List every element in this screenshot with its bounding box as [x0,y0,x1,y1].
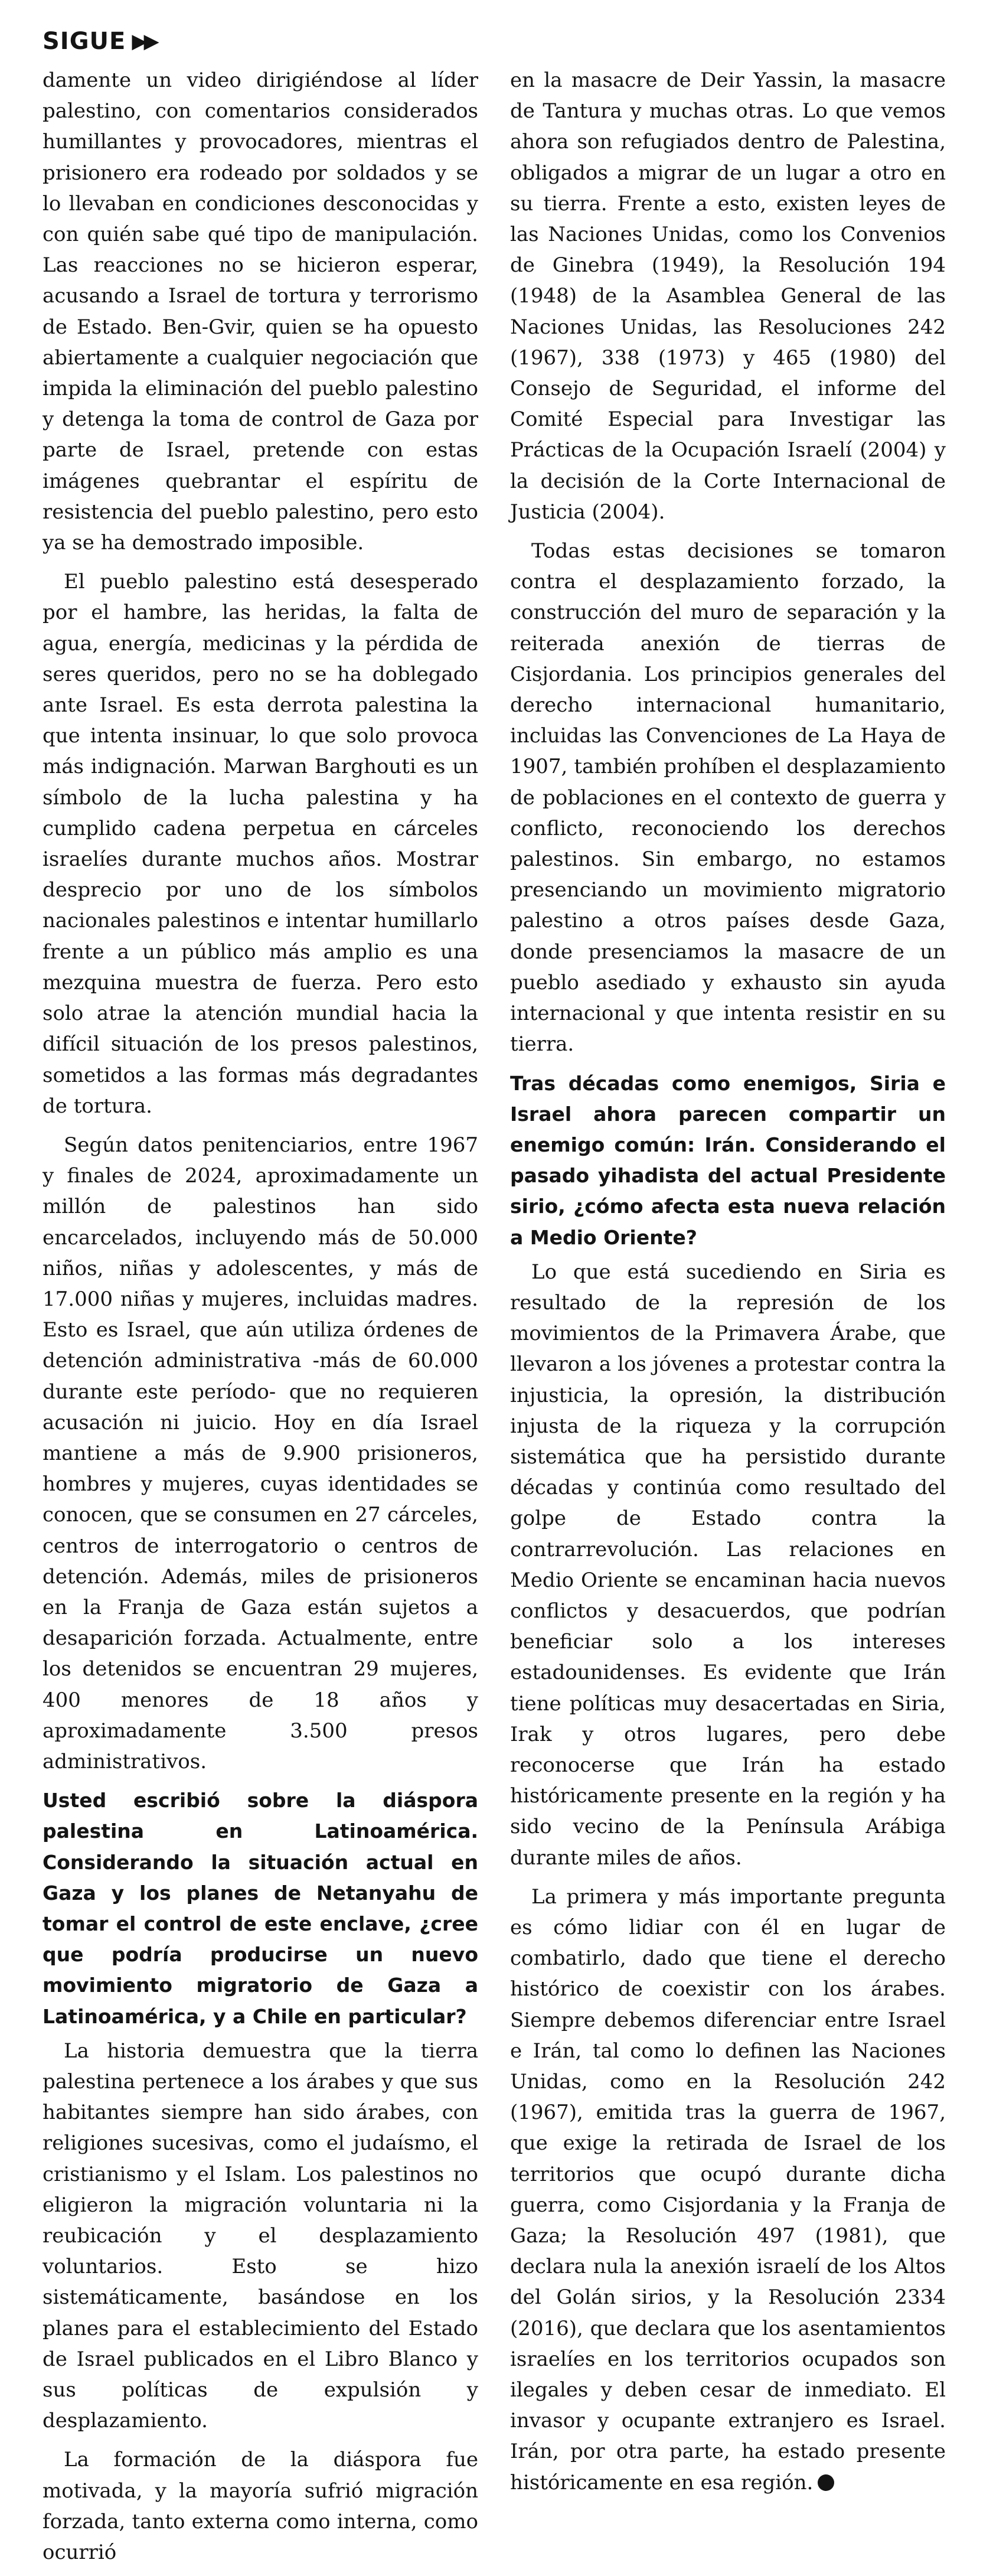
paragraph-final [510,1882,946,2498]
left-column [43,65,478,2576]
paragraph: La historia demuestra que la tierra palestina pertenece a los árabes y que sus habitantes siempre han sido árabes, con religiones sucesivas, como el judaísmo, el cristianismo y el Islam. Los palestinos no eligieron la migración voluntaria ni la reubicación y el desplazamiento voluntarios. Esto se hizo sistemáticamente, basándose en los planes para el establecimiento del Estado de Israel publicados en el Libro Blanco y sus políticas de expulsión y desplazamiento. [43,2039,478,2433]
sigue-label: SIGUE [43,28,126,55]
final-paragraph-text: La primera y más importante pregunta es cómo lidiar con él en lugar de combatirlo, dado que tiene el derecho histórico de coexistir con los árabes. Siempre debemos diferenciar entre Israel e Irán, tal como lo definen las Naciones Unidas, como en la Resolución 242 (1967), emitida tras la guerra de 1967, que exige la retirada de Israel de los territorios que ocupó durante dicha guerra, como Cisjordania y la Franja de Gaza; la Resolución 497 (1981), que declara nula la anexión israelí de los Altos del Golán sirios, y la Resolución 2334 (2016), que declara que los asentamientos israelíes en los territorios ocupados son ilegales y deben cesar de inmediato. El invasor y ocupante extranjero es Israel. Irán, por otra parte, ha estado presente históricamente en esa región. [510,1884,946,2495]
end-of-article-bullet-icon [818,2474,834,2491]
interview-question: Tras décadas como enemigos, Siria e Israel ahora parecen compartir un enemigo común: Irán. Considerando el pasado yihadista del actual Presidente sirio, ¿cómo afecta esta nueva relación a Medio Oriente? [510,1071,946,1249]
paragraph-continuation: en la masacre de Deir Yassin, la masacre de Tantura y muchas otras. Lo que vemos ahora son refugiados dentro de Palestina, obligados a migrar de un lugar a otro en su tierra. Frente a esto, existen leyes de las Naciones Unidas, como los Convenios de Ginebra (1949), la Resolución 194 (1948) de la Asamblea General de las Naciones Unidas, las Resoluciones 242 (1967), 338 (1973) y 465 (1980) del Consejo de Seguridad, el informe del Comité Especial para Investigar las Prácticas de la Ocupación Israelí (2004) y la decisión de la Corte Internacional de Justicia (2004). [510,69,946,524]
right-column [510,65,946,2506]
paragraph: Lo que está sucediendo en Siria es resultado de la represión de los movimientos de la Primavera Árabe, que llevaron a los jóvenes a protestar contra la injusticia, la opresión, la distribución injusta de la riqueza y la corrupción sistemática que ha persistido durante décadas y continúa como resultado del golpe de Estado contra la contrarrevolución. Las relaciones en Medio Oriente se encaminan hacia nuevos conflictos y desacuerdos, que podrían beneficiar solo a los intereses estadounidenses. Es evidente que Irán tiene políticas muy desacertadas en Siria, Irak y otros lugares, pero debe reconocerse que Irán ha estado históricamente presente en la región y ha sido vecino de la Península Arábiga durante miles de años. [510,1260,946,1870]
paragraph: Todas estas decisiones se tomaron contra el desplazamiento forzado, la construcción del muro de separación y la reiterada anexión de tierras de Cisjordania. Los principios generales del derecho internacional humanitario, incluidas las Convenciones de La Haya de 1907, también prohíben el desplazamiento de poblaciones en el contexto de guerra y conflicto, reconociendo los derechos palestinos. Sin embargo, no estamos presenciando un movimiento migratorio palestino a otros países desde Gaza, donde presenciamos la masacre de un pueblo asediado y exhausto sin ayuda internacional y que intenta resistir en su tierra. [510,539,946,1057]
paragraph: La formación de la diáspora fue motivada, y la mayoría sufrió migración forzada, tanto externa como interna, como ocurrió [43,2448,478,2565]
double-arrow-right-icon: ▶▶ [132,30,156,53]
paragraph: Según datos penitenciarios, entre 1967 y finales de 2024, aproximadamente un millón de palestinos han sido encarcelados, incluyendo más de 50.000 niños, niñas y adolescentes, y más de 17.000 niñas y mujeres, incluidas madres. Esto es Israel, que aún utiliza órdenes de detención administrativa -más de 60.000 durante este período- que no requieren acusación ni juicio. Hoy en día Israel mantiene a más de 9.900 prisioneros, hombres y mujeres, cuyas identidades se conocen, que se consumen en 27 cárceles, centros de interrogatorio o centros de detención. Además, miles de prisioneros en la Franja de Gaza están sujetos a desaparición forzada. Actualmente, entre los detenidos se encuentran 29 mujeres, 400 menores de 18 años y aproximadamente 3.500 presos administrativos. [43,1133,478,1773]
paragraph: El pueblo palestino está desesperado por el hambre, las heridas, la falta de agua, energía, medicinas y la pérdida de seres queridos, pero no se ha doblegado ante Israel. Es esta derrota palestina la que intenta insinuar, lo que solo provoca más indignación. Marwan Barghouti es un símbolo de la lucha palestina y ha cumplido cadena perpetua en cárceles israelíes durante muchos años. Mostrar desprecio por uno de los símbolos nacionales palestinos e intentar humillarlo frente a un público más amplio es una mezquina muestra de fuerza. Pero esto solo atrae la atención mundial hacia la difícil situación de los presos palestinos, sometidos a las formas más degradantes de tortura. [43,570,478,1118]
paragraph-continuation: damente un video dirigiéndose al líder palestino, con comentarios considerados humillantes y provocadores, mientras el prisionero era rodeado por soldados y se lo llevaban en condiciones desconocidas y con quién sabe qué tipo de manipulación. Las reacciones no se hicieron esperar, acusando a Israel de tortura y terrorismo de Estado. Ben-Gvir, quien se ha opuesto abiertamente a cualquier negociación que impida la eliminación del pueblo palestino y detenga la toma de control de Gaza por parte de Israel, pretende con estas imágenes quebrantar el espíritu de resistencia del pueblo palestino, pero esto ya se ha demostrado imposible. [43,69,478,555]
continuation-header [43,24,156,59]
interview-question: Usted escribió sobre la diáspora palestina en Latinoamérica. Considerando la situación actual en Gaza y los planes de Netanyahu de tomar el control de este enclave, ¿cree que podría producirse un nuevo movimiento migratorio de Gaza a Latinoamérica, y a Chile en particular? [43,1789,478,2028]
